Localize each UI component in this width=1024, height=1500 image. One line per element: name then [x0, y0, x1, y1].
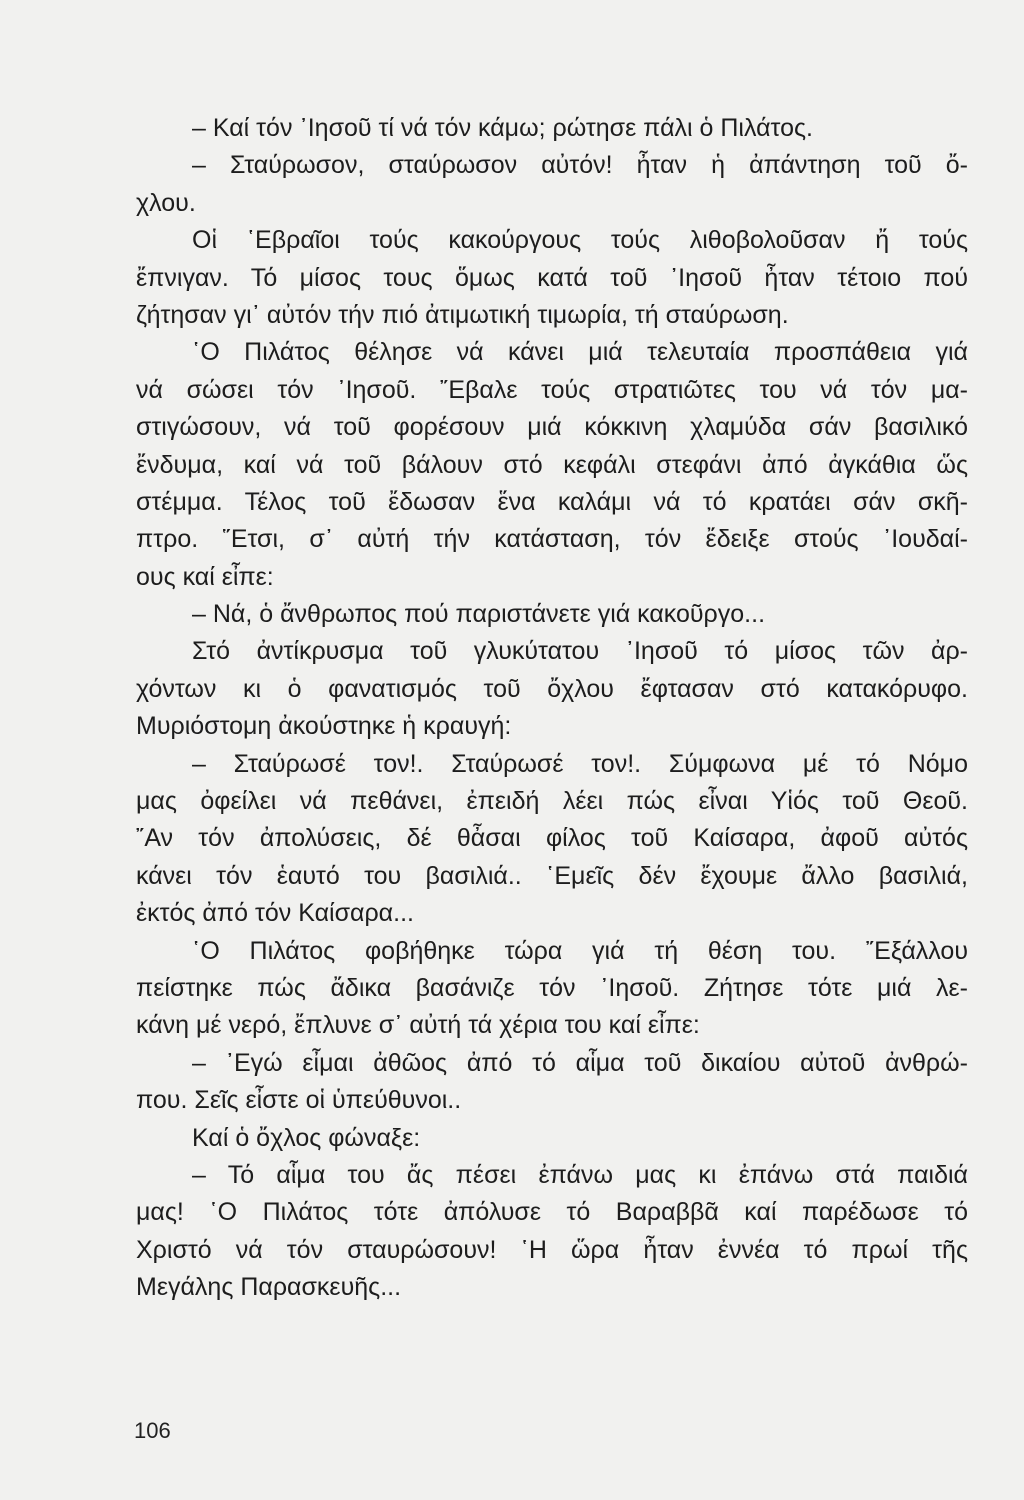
text-line: κάνη μέ νερό, ἔπλυνε σ᾿ αὐτή τά χέρια του καί εἶπε:: [136, 1011, 700, 1040]
text-line: ἔπνιγαν. Τό μίσος τους ὅμως κατά τοῦ ᾿Ιησοῦ ἦταν τέτοιο πού: [136, 263, 968, 292]
text-line: ἔνδυμα, καί νά τοῦ βάλουν στό κεφάλι στεφάνι ἀπό ἀγκάθια ὥς: [136, 450, 968, 479]
text-line: Στό ἀντίκρυσμα τοῦ γλυκύτατου ᾿Ιησοῦ τό μίσος τῶν ἀρ-: [192, 637, 968, 666]
text-line: Οἱ ῾Εβραῖοι τούς κακούργους τούς λιθοβολοῦσαν ἤ τούς: [192, 226, 968, 255]
text-line: Καί ὁ ὄχλος φώναξε:: [192, 1123, 421, 1152]
page-number: 106: [134, 1418, 171, 1443]
text-line: νά σώσει τόν ᾿Ιησοῦ. ῎Εβαλε τούς στρατιῶτες του νά τόν μα-: [136, 375, 968, 404]
text-line: μας! ῾Ο Πιλάτος τότε ἀπόλυσε τό Βαραββᾶ καί παρέδωσε τό: [136, 1198, 968, 1227]
text-line: ζήτησαν γι᾿ αὐτόν τήν πιό ἀτιμωτική τιμωρία, τή σταύρωση.: [136, 300, 789, 329]
text-line: – Νά, ὁ ἄνθρωπος πού παριστάνετε γιά κακοῦργο...: [192, 600, 766, 629]
text-line: μας ὀφείλει νά πεθάνει, ἐπειδή λέει πώς εἶναι Υἱός τοῦ Θεοῦ.: [136, 787, 968, 816]
text-line: ους καί εἶπε:: [136, 562, 274, 591]
text-line: Χριστό νά τόν σταυρώσουν! ῾Η ὥρα ἦταν ἐννέα τό πρωί τῆς: [136, 1235, 968, 1264]
text-line: Μεγάλης Παρασκευῆς...: [136, 1273, 402, 1302]
text-line: ῾Ο Πιλάτος θέλησε νά κάνει μιά τελευταία προσπάθεια γιά: [192, 338, 968, 367]
text-line: στέμμα. Τέλος τοῦ ἔδωσαν ἕνα καλάμι νά τό κρατάει σάν σκῆ-: [136, 487, 968, 516]
text-line: – Τό αἷμα του ἄς πέσει ἐπάνω μας κι ἐπάνω στά παιδιά: [192, 1160, 968, 1189]
text-line: ἐκτός ἀπό τόν Καίσαρα...: [136, 899, 414, 928]
text-line: που. Σεῖς εἶστε οἱ ὑπεύθυνοι..: [136, 1086, 462, 1115]
text-line: χόντων κι ὁ φανατισμός τοῦ ὄχλου ἔφτασαν στό κατακόρυφο.: [136, 674, 968, 703]
text-line: – Σταύρωσον, σταύρωσον αὐτόν! ἦταν ἡ ἀπάντηση τοῦ ὄ-: [192, 151, 968, 180]
text-line: – Σταύρωσέ τον!. Σταύρωσέ τον!. Σύμφωνα μέ τό Νόμο: [192, 749, 968, 778]
text-line: – ᾿Εγώ εἶμαι ἀθῶος ἀπό τό αἷμα τοῦ δικαίου αὐτοῦ ἀνθρώ-: [192, 1048, 968, 1077]
text-line: κάνει τόν ἑαυτό του βασιλιά.. ῾Εμεῖς δέν ἔχουμε ἄλλο βασιλιά,: [136, 861, 968, 890]
body-text: [136, 110, 968, 1307]
text-line: στιγώσουν, νά τοῦ φορέσουν μιά κόκκινη χλαμύδα σάν βασιλικό: [136, 413, 968, 442]
text-line: Μυριόστομη ἀκούστηκε ἡ κραυγή:: [136, 712, 512, 741]
text-line: χλου.: [136, 188, 196, 217]
text-line: ῾Ο Πιλάτος φοβήθηκε τώρα γιά τή θέση του. ῎Εξάλλου: [192, 936, 968, 965]
text-line: πτρο. ῞Ετσι, σ᾿ αὐτή τήν κατάσταση, τόν ἔδειξε στούς ᾿Ιουδαί-: [136, 525, 968, 554]
text-line: ῎Αν τόν ἀπολύσεις, δέ θἆσαι φίλος τοῦ Καίσαρα, ἀφοῦ αὐτός: [136, 824, 968, 853]
text-line: – Καί τόν ᾿Ιησοῦ τί νά τόν κάμω; ρώτησε πάλι ὁ Πιλάτος.: [192, 114, 813, 142]
text-line: πείστηκε πώς ἄδικα βασάνιζε τόν ᾿Ιησοῦ. Ζήτησε τότε μιά λε-: [136, 973, 968, 1002]
